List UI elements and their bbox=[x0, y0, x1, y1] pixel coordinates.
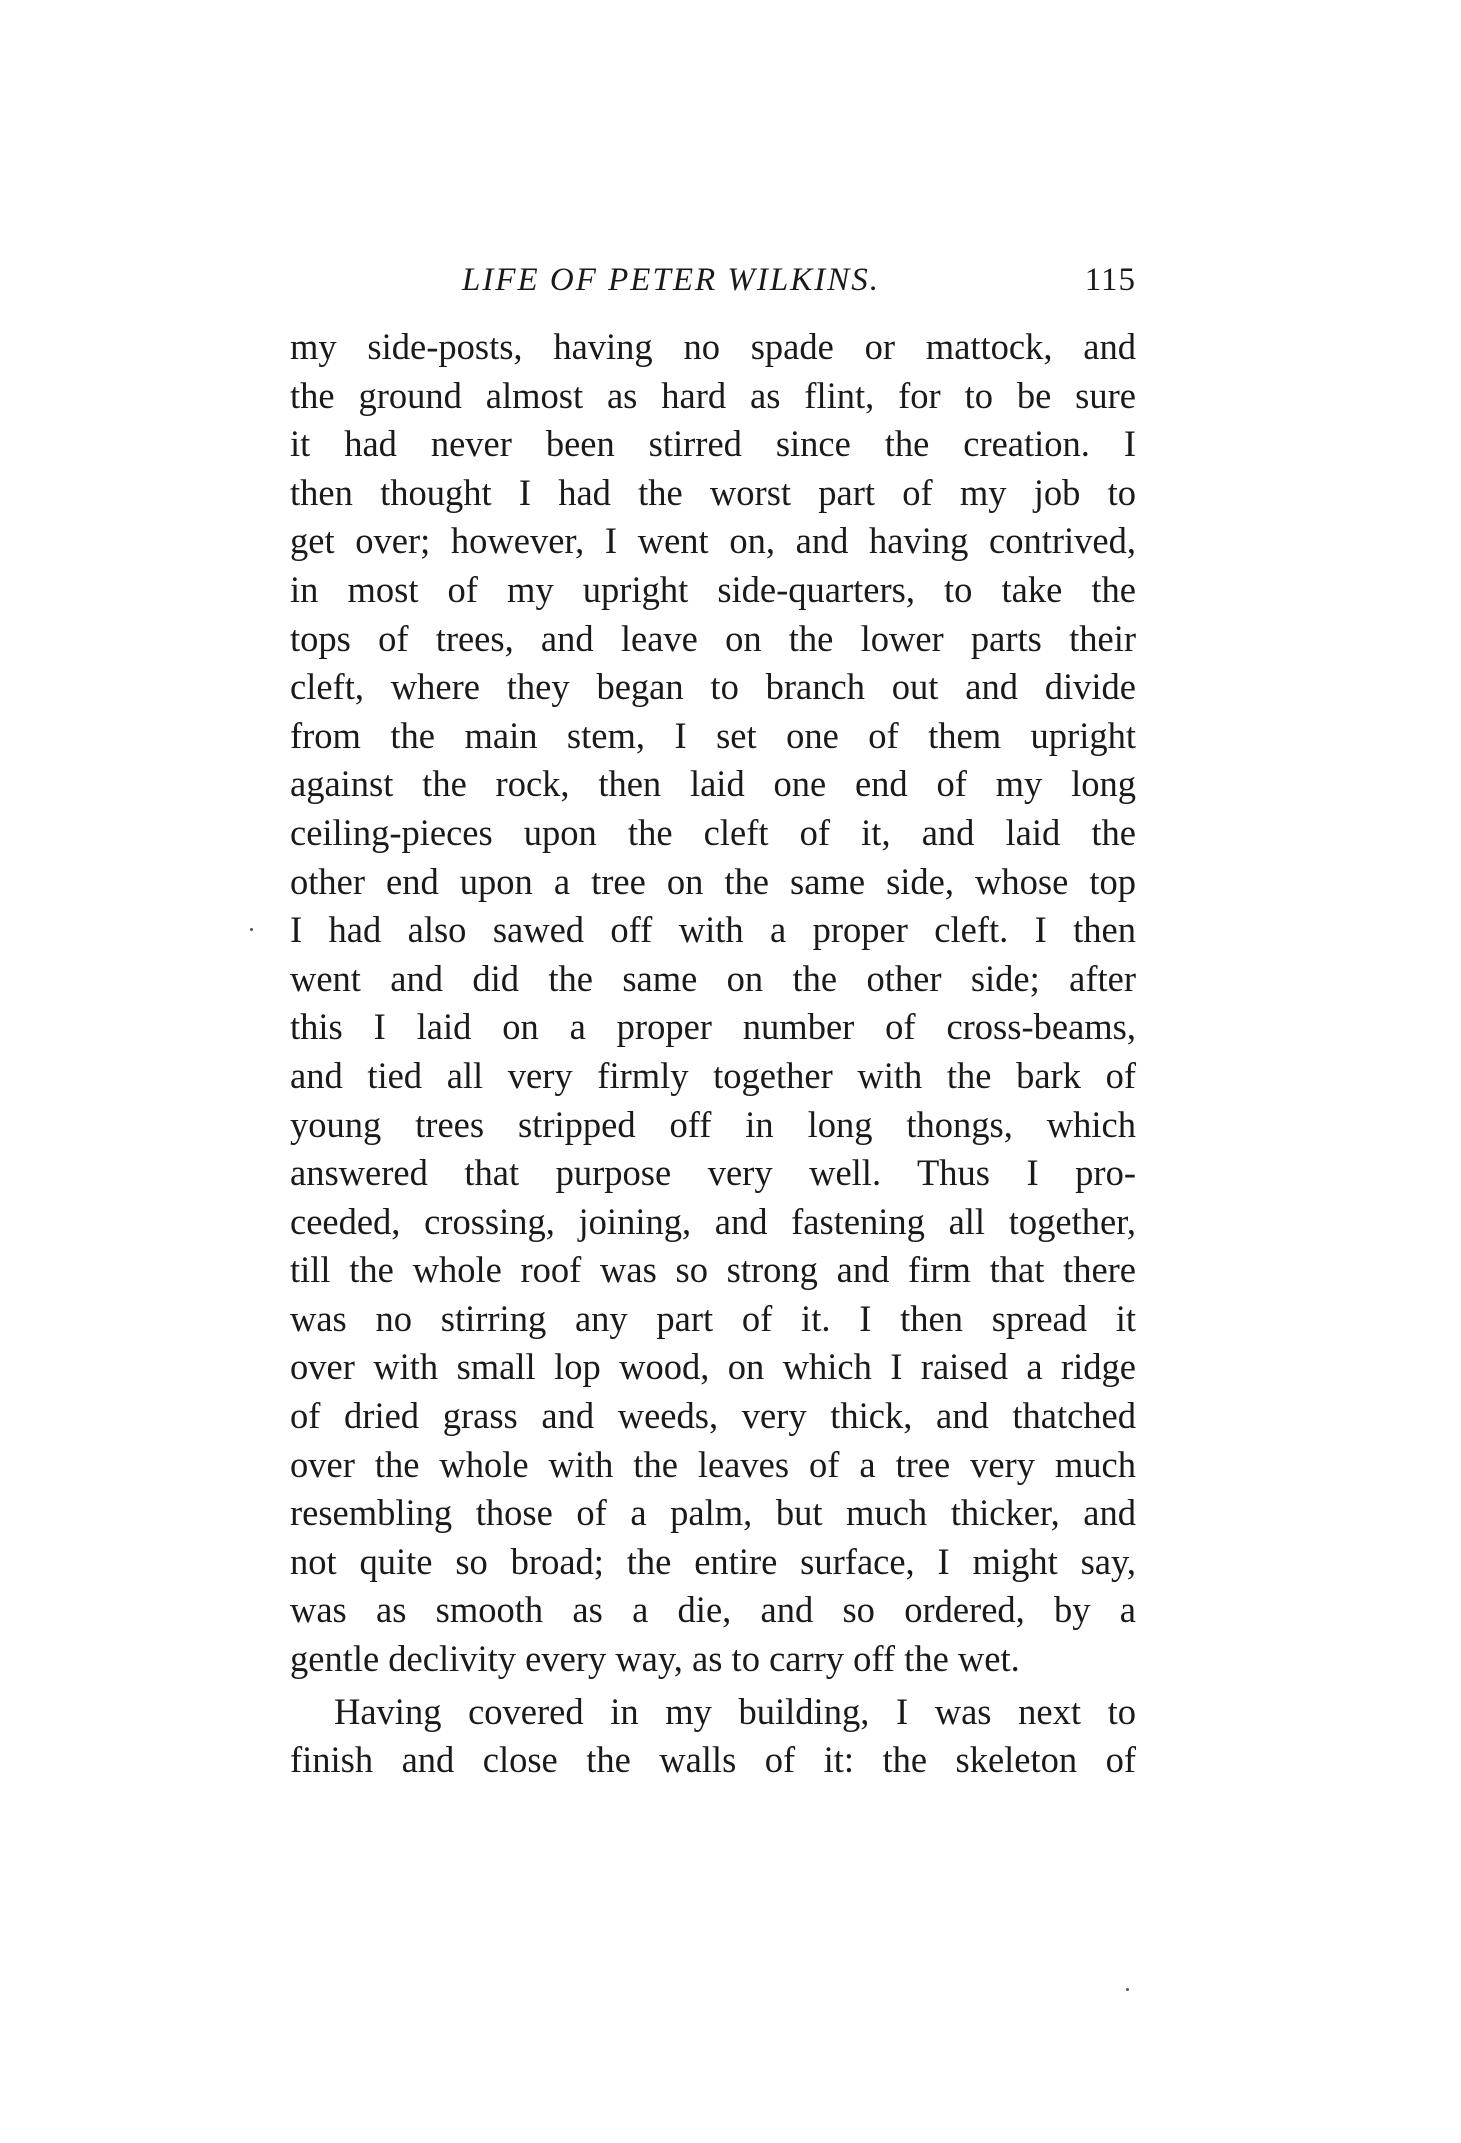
text-line: it had never been stirred since the creation. I bbox=[290, 423, 1136, 465]
text-line: resembling those of a palm, but much thicker, and bbox=[290, 1492, 1136, 1534]
text-line: in most of my upright side-quarters, to take the bbox=[290, 568, 1136, 610]
text-line: was no stirring any part of it. I then spread it bbox=[290, 1297, 1136, 1339]
text-line: then thought I had the worst part of my job to bbox=[290, 471, 1136, 513]
text-line: went and did the same on the other side; after bbox=[290, 957, 1136, 999]
text-line: get over; however, I went on, and having contrived, bbox=[290, 520, 1136, 562]
text-line: the ground almost as hard as flint, for to be sure bbox=[290, 374, 1136, 416]
text-line: of dried grass and weeds, very thick, and thatched bbox=[290, 1395, 1136, 1437]
text-line: ceiling-pieces upon the cleft of it, and laid the bbox=[290, 811, 1136, 853]
running-head bbox=[290, 256, 1136, 304]
text-line: Having covered in my building, I was next to bbox=[334, 1690, 1136, 1732]
text-line: over with small lop wood, on which I raised a ridge bbox=[290, 1346, 1136, 1388]
page-number: 115 bbox=[1084, 262, 1136, 298]
paragraph-1 bbox=[290, 323, 1136, 1684]
text-line: I had also sawed off with a proper cleft. I then bbox=[290, 909, 1136, 951]
text-line: my side-posts, having no spade or mattock, and bbox=[290, 326, 1136, 367]
text-line: answered that purpose very well. Thus I pro- bbox=[290, 1152, 1136, 1194]
text-line: was as smooth as a die, and so ordered, by a bbox=[290, 1589, 1136, 1631]
text-line: tops of trees, and leave on the lower parts their bbox=[290, 617, 1136, 659]
text-line: young trees stripped off in long thongs, which bbox=[290, 1103, 1136, 1145]
text-line: this I laid on a proper number of cross-beams, bbox=[290, 1006, 1136, 1048]
paragraph-2 bbox=[290, 1688, 1136, 1785]
body-text bbox=[290, 323, 1136, 1785]
text-line: till the whole roof was so strong and firm that there bbox=[290, 1249, 1136, 1291]
text-line: and tied all very firmly together with the bark of bbox=[290, 1054, 1136, 1096]
text-line: ceeded, crossing, joining, and fastening all together, bbox=[290, 1200, 1136, 1242]
text-line: cleft, where they began to branch out and divide bbox=[290, 666, 1136, 708]
text-line: finish and close the walls of it: the skeleton of bbox=[290, 1739, 1136, 1781]
text-line: gentle declivity every way, as to carry off the wet. bbox=[290, 1638, 1020, 1680]
text-line: over the whole with the leaves of a tree very much bbox=[290, 1443, 1136, 1485]
text-line: against the rock, then laid one end of my long bbox=[290, 763, 1136, 805]
print-speck bbox=[250, 928, 253, 931]
text-line: other end upon a tree on the same side, whose top bbox=[290, 860, 1136, 902]
text-line: not quite so broad; the entire surface, I might say, bbox=[290, 1540, 1136, 1582]
running-title: LIFE OF PETER WILKINS. bbox=[462, 262, 880, 298]
text-line: from the main stem, I set one of them upright bbox=[290, 714, 1136, 756]
print-speck bbox=[1126, 1988, 1129, 1991]
